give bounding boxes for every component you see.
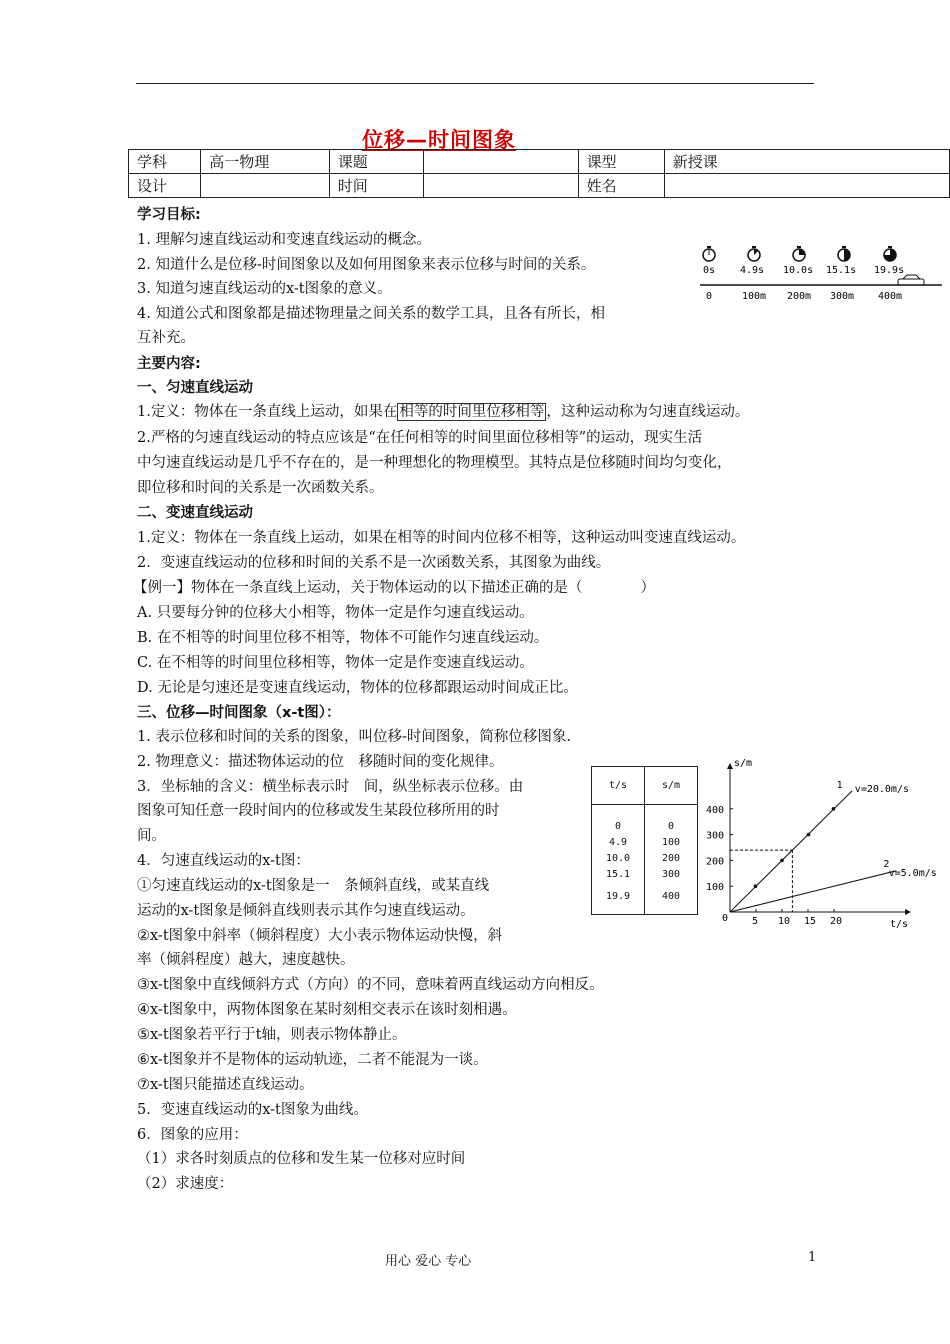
section2-heading: 二、变速直线运动 [137, 505, 253, 521]
section3-heading: 三、位移—时间图象（x-t图）： [137, 705, 341, 721]
goal-item: 4. 知道公式和图象都是描述物理量之间关系的数学工具，且各有所长，相 [137, 306, 605, 322]
series-1-point [807, 833, 811, 837]
info-cell [423, 150, 578, 174]
track-distance-label: 0 [706, 291, 713, 302]
section3-line: ⑤x-t图象若平行于t轴，则表示物体静止。 [137, 1027, 407, 1043]
goal-item: 互补充。 [137, 330, 195, 346]
y-tick-label: 300 [706, 830, 725, 842]
info-cell: 姓名 [578, 174, 664, 198]
x-tick-label: 10 [778, 916, 791, 927]
section3-line: 1. 表示位移和时间的关系的图象，叫位移-时间图象，简称位移图象. [137, 729, 571, 745]
xt-chart [700, 752, 937, 932]
x-tick-label: 5 [752, 916, 759, 927]
x-axis-label: t/s [890, 919, 909, 930]
series-2-label: v=5.0m/s [888, 867, 937, 879]
section3-line: ⑦x-t图只能描述直线运动。 [137, 1077, 314, 1093]
info-table [128, 149, 950, 198]
info-cell: 设计 [129, 174, 201, 198]
track-time-label: 19.9s [874, 265, 905, 276]
main-heading: 主要内容: [137, 356, 201, 372]
page-title: 位移—时间图象 [362, 128, 516, 152]
option-a: A. 只要每分钟的位移大小相等，物体一定是作匀速直线运动。 [137, 605, 534, 621]
series-1-point [754, 884, 758, 888]
stopwatch-icon [884, 246, 896, 261]
option-b: B. 在不相等的时间里位移不相等，物体不可能作匀速直线运动。 [137, 630, 549, 646]
xt-t-column [592, 805, 645, 915]
header-rule [136, 83, 814, 84]
section3-line: ③x-t图象中直线倾斜方式（方向）的不同，意味着两直线运动方向相反。 [137, 977, 604, 993]
series-1-label: v=20.0m/s [854, 784, 909, 796]
xt-cell: 400 [661, 891, 681, 902]
section1-p3: 中匀速直线运动是几乎不存在的，是一种理想化的物理模型。其特点是位移随时间均匀变化， [137, 455, 732, 471]
series-1-number: 1 [836, 780, 843, 792]
y-axis-label: s/m [734, 758, 753, 769]
page-number: 1 [808, 1250, 817, 1265]
section3-line: （2）求速度： [137, 1176, 234, 1192]
xt-s-column [645, 805, 698, 915]
track-distance-label: 300m [830, 291, 855, 302]
track-time-label: 10.0s [783, 265, 814, 276]
stopwatch-icon [748, 246, 760, 261]
xt-data-table [591, 766, 698, 915]
origin-label: 0 [722, 913, 729, 924]
section2-p1: 1.定义：物体在一条直线上运动，如果在相等的时间内位移不相等，这种运动叫变速直线运动。 [137, 530, 746, 546]
info-cell [423, 174, 578, 198]
xt-cell: 15.1 [605, 869, 631, 880]
section3-line: ⑥x-t图象并不是物体的运动轨迹，二者不能混为一谈。 [137, 1052, 488, 1068]
goal-item: 2. 知道什么是位移-时间图象以及如何用图象来表示位移与时间的关系。 [137, 257, 596, 273]
section3-line: 6．图象的应用： [137, 1127, 248, 1143]
info-cell: 时间 [329, 174, 423, 198]
xt-cell: 300 [661, 869, 681, 880]
xt-cell: 19.9 [605, 891, 631, 902]
option-c: C. 在不相等的时间里位移相等，物体一定是作变速直线运动。 [137, 655, 534, 671]
xt-header: t/s [592, 767, 645, 805]
y-tick-label: 400 [706, 804, 725, 816]
series-1-point [780, 859, 784, 863]
boxed-phrase: 相等的时间里位移相等 [399, 404, 545, 420]
info-cell: 课型 [578, 150, 664, 174]
xt-cell: 4.9 [608, 837, 628, 848]
footer-text: 用心 爱心 专心 [385, 1254, 472, 1269]
series-2-line [730, 871, 896, 912]
track-distance-label: 200m [787, 291, 812, 302]
track-time-label: 4.9s [740, 265, 765, 276]
section3-line: 运动的x-t图象是倾斜直线则表示其作匀速直线运动。 [137, 903, 475, 919]
series-1-point [832, 807, 836, 811]
stopwatch-icon [838, 246, 850, 261]
track-figure [700, 243, 945, 305]
stopwatch-icon [793, 246, 805, 261]
xt-cell: 0 [667, 821, 675, 832]
y-tick-label: 200 [706, 856, 725, 868]
goal-item: 3. 知道匀速直线运动的x-t图象的意义。 [137, 281, 392, 297]
option-d: D. 无论是匀速还是变速直线运动，物体的位移都跟运动时间成正比。 [137, 680, 578, 696]
info-cell: 新授课 [664, 150, 949, 174]
xt-header: s/m [645, 767, 698, 805]
xt-cell: 100 [661, 837, 681, 848]
section3-line: 间。 [137, 828, 166, 844]
track-distance-label: 400m [878, 291, 903, 302]
section3-line: ①匀速直线运动的x-t图象是一 条倾斜直线，或某直线 [137, 878, 490, 894]
section3-line: 5．变速直线运动的x-t图象为曲线。 [137, 1102, 368, 1118]
car-icon [898, 275, 924, 285]
info-cell: 高一物理 [201, 150, 329, 174]
info-cell: 学科 [129, 150, 201, 174]
track-distance-label: 100m [742, 291, 767, 302]
stopwatch-icon [703, 246, 715, 261]
example-question: 【例一】物体在一条直线上运动，关于物体运动的以下描述正确的是（ ） [133, 580, 655, 596]
section3-line: 4．匀速直线运动的x-t图： [137, 853, 310, 869]
x-tick-label: 15 [804, 916, 817, 927]
section1-p2: 2.严格的匀速直线运动的特点应该是“在任何相等的时间里面位移相等”的运动，现实生活 [137, 430, 703, 446]
track-time-label: 0s [703, 265, 716, 276]
section1-p4: 即位移和时间的关系是一次函数关系。 [137, 480, 384, 496]
section1-heading: 一、匀速直线运动 [137, 380, 253, 396]
section3-line: 图象可知任意一段时间内的位移或发生某段位移所用的时 [137, 803, 500, 819]
section2-p2: 2．变速直线运动的位移和时间的关系不是一次函数关系，其图象为曲线。 [137, 555, 611, 571]
xt-cell: 0 [614, 821, 622, 832]
series-2-number: 2 [883, 858, 890, 870]
section3-line: ④x-t图象中，两物体图象在某时刻相交表示在该时刻相遇。 [137, 1002, 517, 1018]
y-tick-label: 100 [706, 882, 725, 894]
section3-line: 率（倾斜程度）越大，速度越快。 [137, 952, 355, 968]
x-tick-label: 20 [830, 916, 843, 927]
section3-line: 2. 物理意义：描述物体运动的位 移随时间的变化规律。 [137, 754, 504, 770]
goals-heading: 学习目标: [137, 207, 201, 223]
section3-line: （1）求各时刻质点的位移和发生某一位移对应时间 [137, 1151, 466, 1167]
goal-item: 1. 理解匀速直线运动和变速直线运动的概念。 [137, 232, 431, 248]
section1-p1: 1.定义：物体在一条直线上运动，如果在 相等的时间里位移相等 ，这种运动称为匀速直线运动。 [137, 404, 750, 420]
info-cell [201, 174, 329, 198]
xt-cell: 200 [661, 853, 681, 864]
xt-cell: 10.0 [605, 853, 631, 864]
info-cell [664, 174, 949, 198]
info-cell: 课题 [329, 150, 423, 174]
section3-line: ②x-t图象中斜率（倾斜程度）大小表示物体运动快慢，斜 [137, 928, 503, 944]
track-time-label: 15.1s [826, 265, 857, 276]
section3-line: 3．坐标轴的含义：横坐标表示时 间，纵坐标表示位移。由 [137, 779, 524, 795]
